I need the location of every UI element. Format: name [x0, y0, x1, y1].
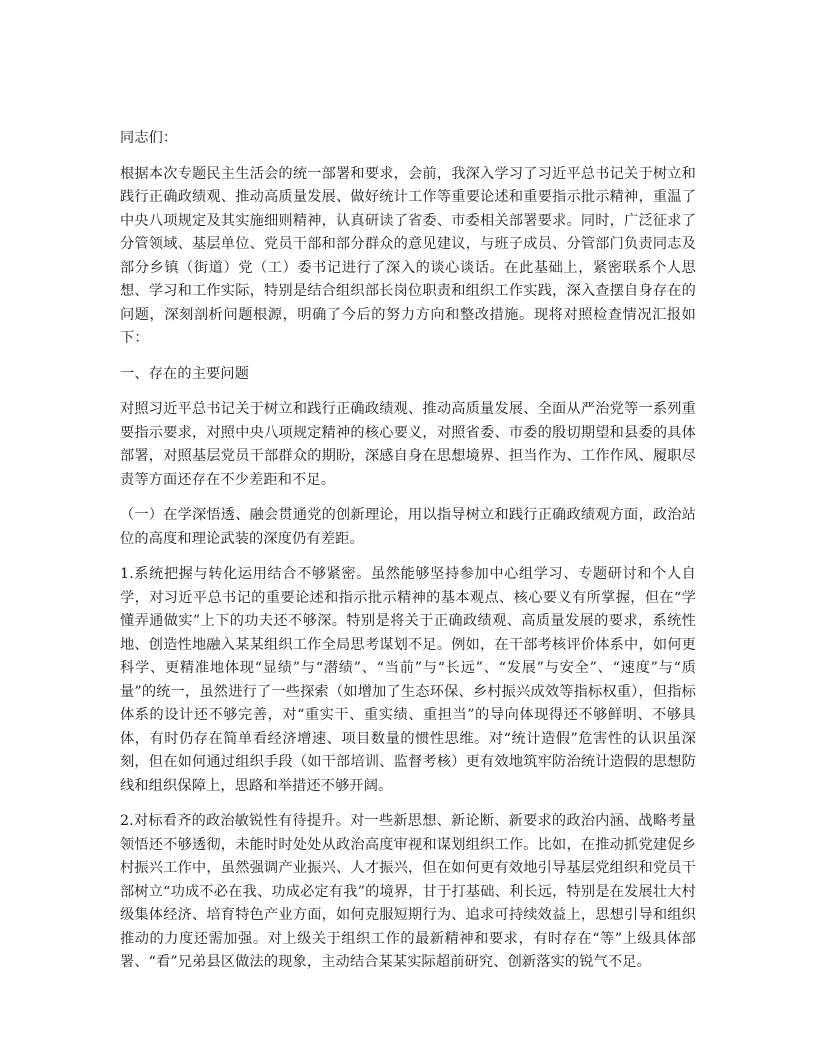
subsection-heading-theory: （一）在学深悟透、融会贯通党的创新理论，用以指导树立和践行正确政绩观方面，政治站位的高度和理论武装的深度仍有差距。 — [120, 507, 696, 547]
item-1-paragraph: 1.系统把握与转化运用结合不够紧密。虽然能够坚持参加中心组学习、专题研讨和个人自学，对习近平总书记的重要论述和指示批示精神的基本观点、核心要义有所掌握，但在“学懂弄通做实”上下的功夫还不够深。特别是将关于正确政绩观、高质量发展的要求，系统性地、创造性地融入某某组织工作全局思考谋划不足。例如，在干部考核评价体系中，如何更科学、更精准地体现“显绩”与“潜绩”、“当前”与“长远”、“发展”与安全”、“速度”与“质量”的统一，虽然进行了一些探索（如增加了生态环保、乡村振兴成效等指标权重），但指标体系的设计还不够完善，对“重实干、重实绩、重担当”的导向体现得还不够鲜明、不够具体，有时仍存在简单看经济增速、项目数量的惯性思维。对“统计造假”危害性的认识虽深刻，但在如何通过组织手段（如干部培训、监督考核）更有效地筑牢防治统计造假的思想防线和组织保障上，思路和举措还不够开阔。 — [120, 566, 696, 794]
section-heading-main-problems: 一、存在的主要问题 — [120, 365, 250, 382]
item-2-paragraph: 2.对标看齐的政治敏锐性有待提升。对一些新思想、新论断、新要求的政治内涵、战略考量领悟还不够透彻，未能时时处处从政治高度审视和谋划组织工作。比如，在推动抓党建促乡村振兴工作中，虽然强调产业振兴、人才振兴，但在如何更有效地引导基层党组织和党员干部树立“功成不必在我、功成必定有我”的境界，甘于打基础、利长远，特别是在发展壮大村级集体经济、培育特色产业方面，如何克服短期行为、追求可持续效益上，思想引导和组织推动的力度还需加强。对上级关于组织工作的最新精神和要求，有时存在“等”上级具体部署、“看”兄弟县区做法的现象，主动结合某某实际超前研究、创新落实的锐气不足。 — [120, 813, 696, 970]
section-overview-paragraph: 对照习近平总书记关于树立和践行正确政绩观、推动高质量发展、全面从严治党等一系列重要指示要求，对照中央八项规定精神的核心要义，对照省委、市委的殷切期望和县委的具体部署，对照基层党员干部群众的期盼，深感自身在思想境界、担当作为、工作作风、履职尽责等方面还存在不少差距和不足。 — [120, 401, 696, 488]
intro-paragraph: 根据本次专题民主生活会的统一部署和要求，会前，我深入学习了习近平总书记关于树立和践行正确政绩观、推动高质量发展、做好统计工作等重要论述和重要指示批示精神，重温了中央八项规定及其实施细则精神，认真研读了省委、市委相关部署要求。同时，广泛征求了分管领域、基层单位、党员干部和部分群众的意见建议，与班子成员、分管部门负责同志及部分乡镇（街道）党（工）委书记进行了深入的谈心谈话。在此基础上，紧密联系个人思想、学习和工作实际，特别是结合组织部长岗位职责和组织工作实践，深入查摆自身存在的问题，深刻剖析问题根源，明确了今后的努力方向和整改措施。现将对照检查情况汇报如下： — [120, 165, 696, 346]
document-page — [120, 127, 696, 975]
greeting: 同志们： — [120, 130, 178, 146]
